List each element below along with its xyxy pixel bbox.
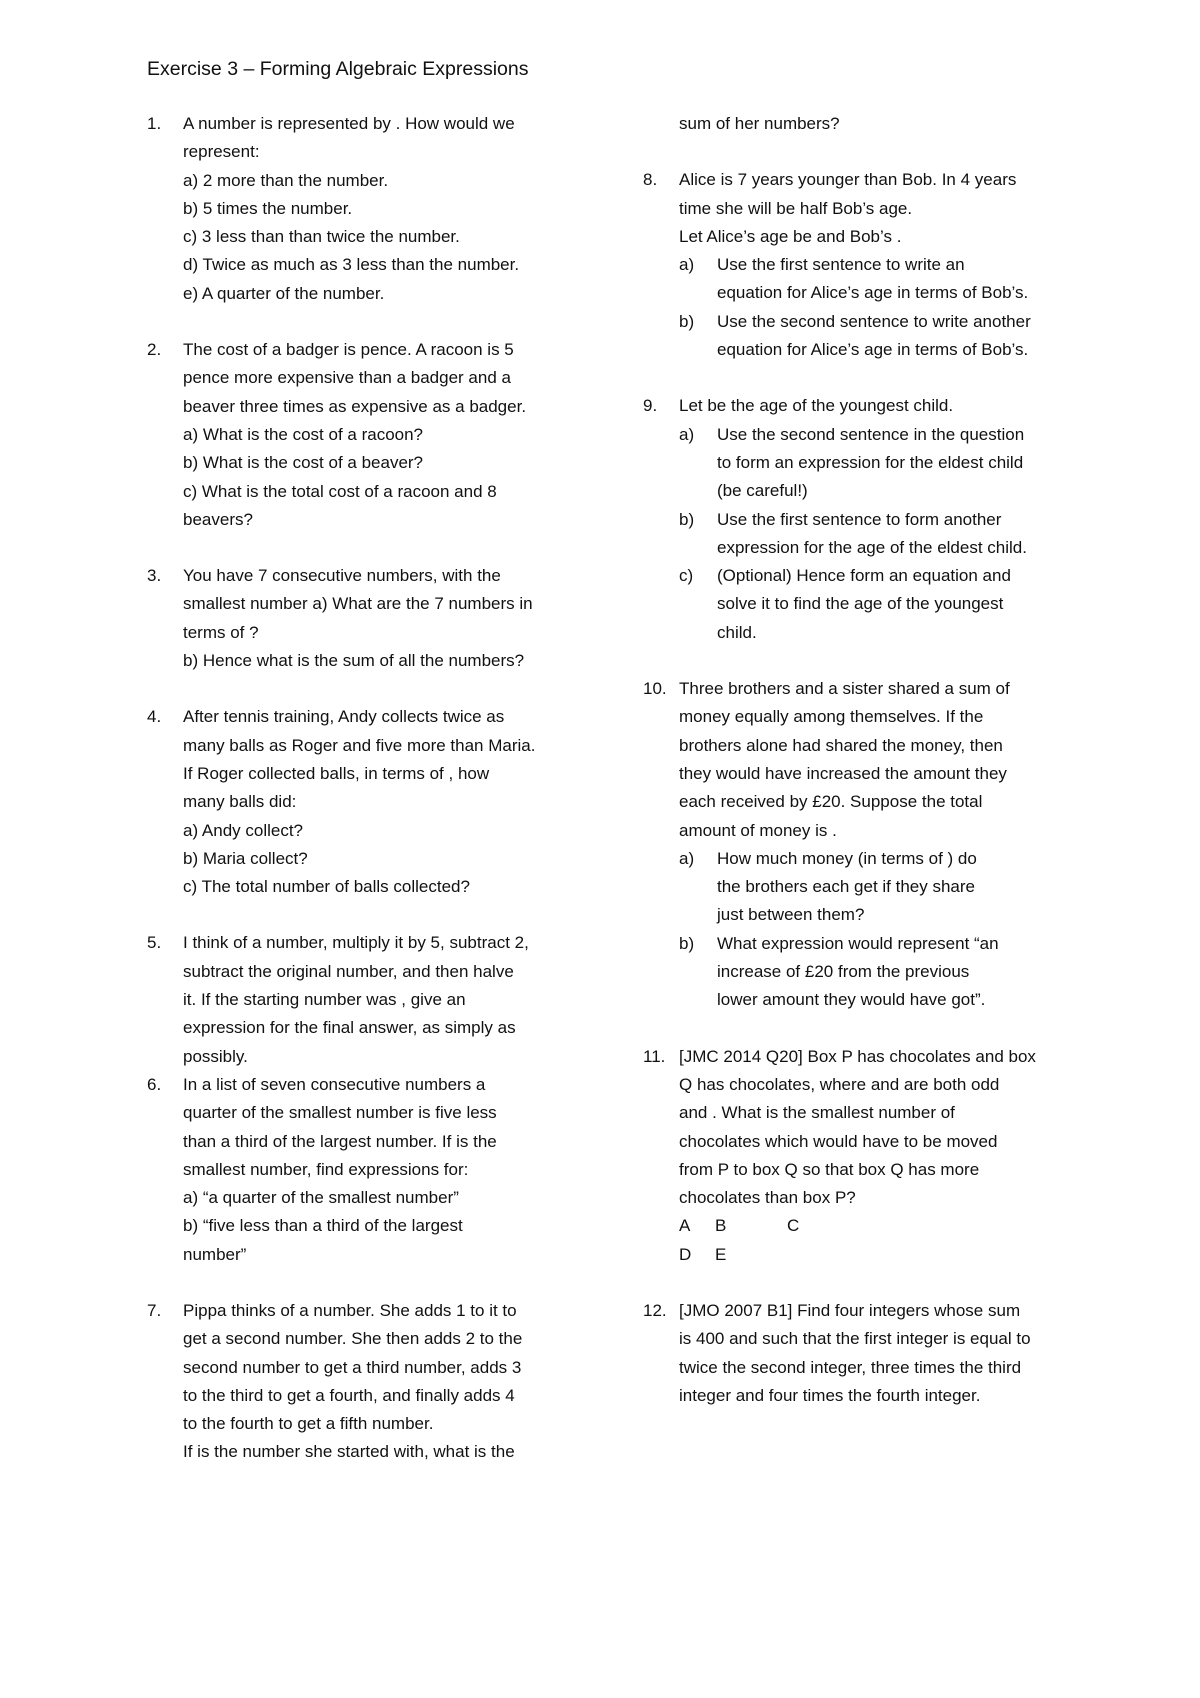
question-line: Let Alice’s age be and Bob’s . (679, 226, 902, 246)
question-line: possibly. (183, 1046, 248, 1066)
sub-line: expression for the age of the eldest child. (717, 537, 1027, 557)
sub-label: a) (679, 848, 695, 868)
sub-question-b (679, 506, 1073, 563)
page-title: Exercise 3 – Forming Algebraic Expressions (147, 58, 529, 80)
question-6 (147, 1071, 587, 1269)
question-line: I think of a number, multiply it by 5, subtract 2, (183, 933, 529, 953)
sub-label: a) (679, 255, 695, 275)
sub-question-b (679, 308, 1073, 365)
question-line: each received by £20. Suppose the total (679, 792, 983, 812)
question-number: 5. (147, 933, 162, 953)
sub-line: Use the second sentence in the question (717, 424, 1025, 444)
question-line: to the third to get a fourth, and finally adds 4 (183, 1385, 515, 1405)
question-line: brothers alone had shared the money, then (679, 735, 1003, 755)
question-line: b) Maria collect? (183, 848, 308, 868)
question-line: [JMC 2014 Q20] Box P has chocolates and box (679, 1046, 1036, 1066)
sub-question-b (643, 930, 1073, 1015)
question-number: 10. (643, 679, 667, 699)
left-column (147, 110, 587, 1467)
question-line: Q has chocolates, where and are both odd (679, 1074, 1000, 1094)
sub-label: b) (679, 311, 695, 331)
question-line: chocolates which would have to be moved (679, 1131, 998, 1151)
question-line: and . What is the smallest number of (679, 1103, 955, 1123)
sub-line: What expression would represent “an (717, 933, 999, 953)
question-line: to the fourth to get a fifth number. (183, 1414, 434, 1434)
question-line: a) What is the cost of a racoon? (183, 424, 424, 444)
question-line: integer and four times the fourth integer. (679, 1385, 981, 1405)
sub-line: increase of £20 from the previous (717, 962, 970, 982)
question-line: If is the number she started with, what is the (183, 1442, 515, 1462)
question-line: e) A quarter of the number. (183, 283, 385, 303)
question-line: from P to box Q so that box Q has more (679, 1159, 980, 1179)
sub-label: c) (679, 566, 694, 586)
question-line: represent: (183, 142, 260, 162)
sub-label: a) (679, 424, 695, 444)
sub-line: just between them? (717, 905, 865, 925)
sub-line: lower amount they would have got”. (717, 990, 986, 1010)
question-line: pence more expensive than a badger and a (183, 368, 511, 388)
question-line: A number is represented by . How would we (183, 114, 515, 133)
question-line: is 400 and such that the first integer is equal to (679, 1329, 1031, 1349)
sub-line: How much money (in terms of ) do (717, 848, 977, 868)
question-line: smallest number, find expressions for: (183, 1159, 469, 1179)
question-number: 3. (147, 566, 162, 586)
question-line: beaver three times as expensive as a badger. (183, 396, 527, 416)
question-number: 4. (147, 707, 162, 727)
question-line: d) Twice as much as 3 less than the number. (183, 255, 520, 275)
question-number: 9. (643, 396, 658, 416)
sub-label: b) (679, 509, 695, 529)
question-line: many balls as Roger and five more than Maria. (183, 735, 536, 755)
question-4 (147, 703, 587, 901)
question-line: In a list of seven consecutive numbers a (183, 1074, 486, 1094)
question-5 (147, 929, 587, 1070)
question-line: amount of money is . (679, 820, 837, 840)
question-line: many balls did: (183, 792, 297, 812)
question-line: terms of ? (183, 622, 259, 642)
sub-line: equation for Alice’s age in terms of Bob’s. (717, 340, 1029, 360)
question-number: 2. (147, 340, 162, 360)
question-8 (643, 166, 1073, 364)
sub-line: Use the first sentence to write an (717, 255, 965, 275)
question-line: b) Hence what is the sum of all the numbers? (183, 651, 525, 671)
right-column (643, 110, 1073, 1410)
answer-options-row-2 (679, 1241, 1073, 1269)
question-9 (643, 392, 1073, 647)
question-line: Let be the age of the youngest child. (679, 396, 954, 416)
question-number: 12. (643, 1300, 667, 1320)
question-line: c) 3 less than than twice the number. (183, 227, 460, 247)
answer-options-row-1 (679, 1212, 1073, 1240)
sub-question-c (679, 562, 1073, 647)
question-number: 11. (643, 1046, 666, 1066)
option-b: B (715, 1216, 727, 1236)
question-line: beavers? (183, 509, 253, 529)
question-1 (147, 110, 587, 308)
option-a: A (679, 1216, 691, 1236)
question-2 (147, 336, 587, 534)
question-line: Alice is 7 years younger than Bob. In 4 years (679, 170, 1017, 190)
question-7-continued (643, 110, 1073, 138)
question-7 (147, 1297, 587, 1467)
question-line: expression for the final answer, as simply as (183, 1018, 516, 1038)
question-line: c) What is the total cost of a racoon and 8 (183, 481, 497, 501)
sub-line: (Optional) Hence form an equation and (717, 566, 1011, 586)
question-line: Pippa thinks of a number. She adds 1 to it to (183, 1300, 517, 1320)
question-line: than a third of the largest number. If is the (183, 1131, 497, 1151)
question-line: sum of her numbers? (679, 114, 840, 133)
question-number: 8. (643, 170, 658, 190)
question-line: twice the second integer, three times the third (679, 1357, 1022, 1377)
question-line: Three brothers and a sister shared a sum of (679, 679, 1010, 699)
question-line: time she will be half Bob’s age. (679, 198, 913, 218)
question-line: c) The total number of balls collected? (183, 877, 470, 897)
option-d: D (679, 1244, 692, 1264)
sub-line: child. (717, 622, 757, 642)
question-line: smallest number a) What are the 7 numbers in (183, 594, 533, 614)
option-c: C (787, 1216, 800, 1236)
question-line: b) “five less than a third of the largest (183, 1216, 463, 1236)
question-3 (147, 562, 587, 675)
question-line: a) 2 more than the number. (183, 170, 389, 190)
sub-line: solve it to find the age of the youngest (717, 594, 1004, 614)
question-line: b) 5 times the number. (183, 198, 353, 218)
sub-line: Use the first sentence to form another (717, 509, 1002, 529)
sub-line: to form an expression for the eldest child (717, 452, 1024, 472)
sub-question-a (643, 845, 1073, 930)
sub-question-a (679, 421, 1073, 506)
question-line: number” (183, 1244, 247, 1264)
sub-label: b) (679, 933, 695, 953)
question-line: a) “a quarter of the smallest number” (183, 1188, 459, 1208)
question-line: subtract the original number, and then halve (183, 961, 514, 981)
question-line: After tennis training, Andy collects twice as (183, 707, 505, 727)
question-line: [JMO 2007 B1] Find four integers whose sum (679, 1300, 1021, 1320)
sub-line: (be careful!) (717, 481, 808, 501)
question-line: b) What is the cost of a beaver? (183, 453, 424, 473)
option-e: E (715, 1244, 727, 1264)
sub-line: equation for Alice’s age in terms of Bob’s. (717, 283, 1029, 303)
question-line: quarter of the smallest number is five less (183, 1103, 497, 1123)
question-line: The cost of a badger is pence. A racoon is 5 (183, 340, 514, 360)
question-line: If Roger collected balls, in terms of , how (183, 763, 490, 783)
question-line: they would have increased the amount they (679, 763, 1007, 783)
question-line: it. If the starting number was , give an (183, 990, 466, 1010)
question-line: money equally among themselves. If the (679, 707, 984, 727)
question-number: 6. (147, 1074, 162, 1094)
question-number: 1. (147, 114, 162, 133)
question-11 (643, 1043, 1073, 1269)
question-line: a) Andy collect? (183, 820, 304, 840)
question-line: chocolates than box P? (679, 1188, 856, 1208)
question-number: 7. (147, 1300, 162, 1320)
question-line: second number to get a third number, adds 3 (183, 1357, 522, 1377)
sub-line: the brothers each get if they share (717, 877, 975, 897)
sub-line: Use the second sentence to write another (717, 311, 1031, 331)
question-line: get a second number. She then adds 2 to the (183, 1329, 523, 1349)
question-12 (643, 1297, 1073, 1410)
question-line: You have 7 consecutive numbers, with the (183, 566, 501, 586)
sub-question-a (679, 251, 1073, 308)
question-10 (643, 675, 1073, 1015)
